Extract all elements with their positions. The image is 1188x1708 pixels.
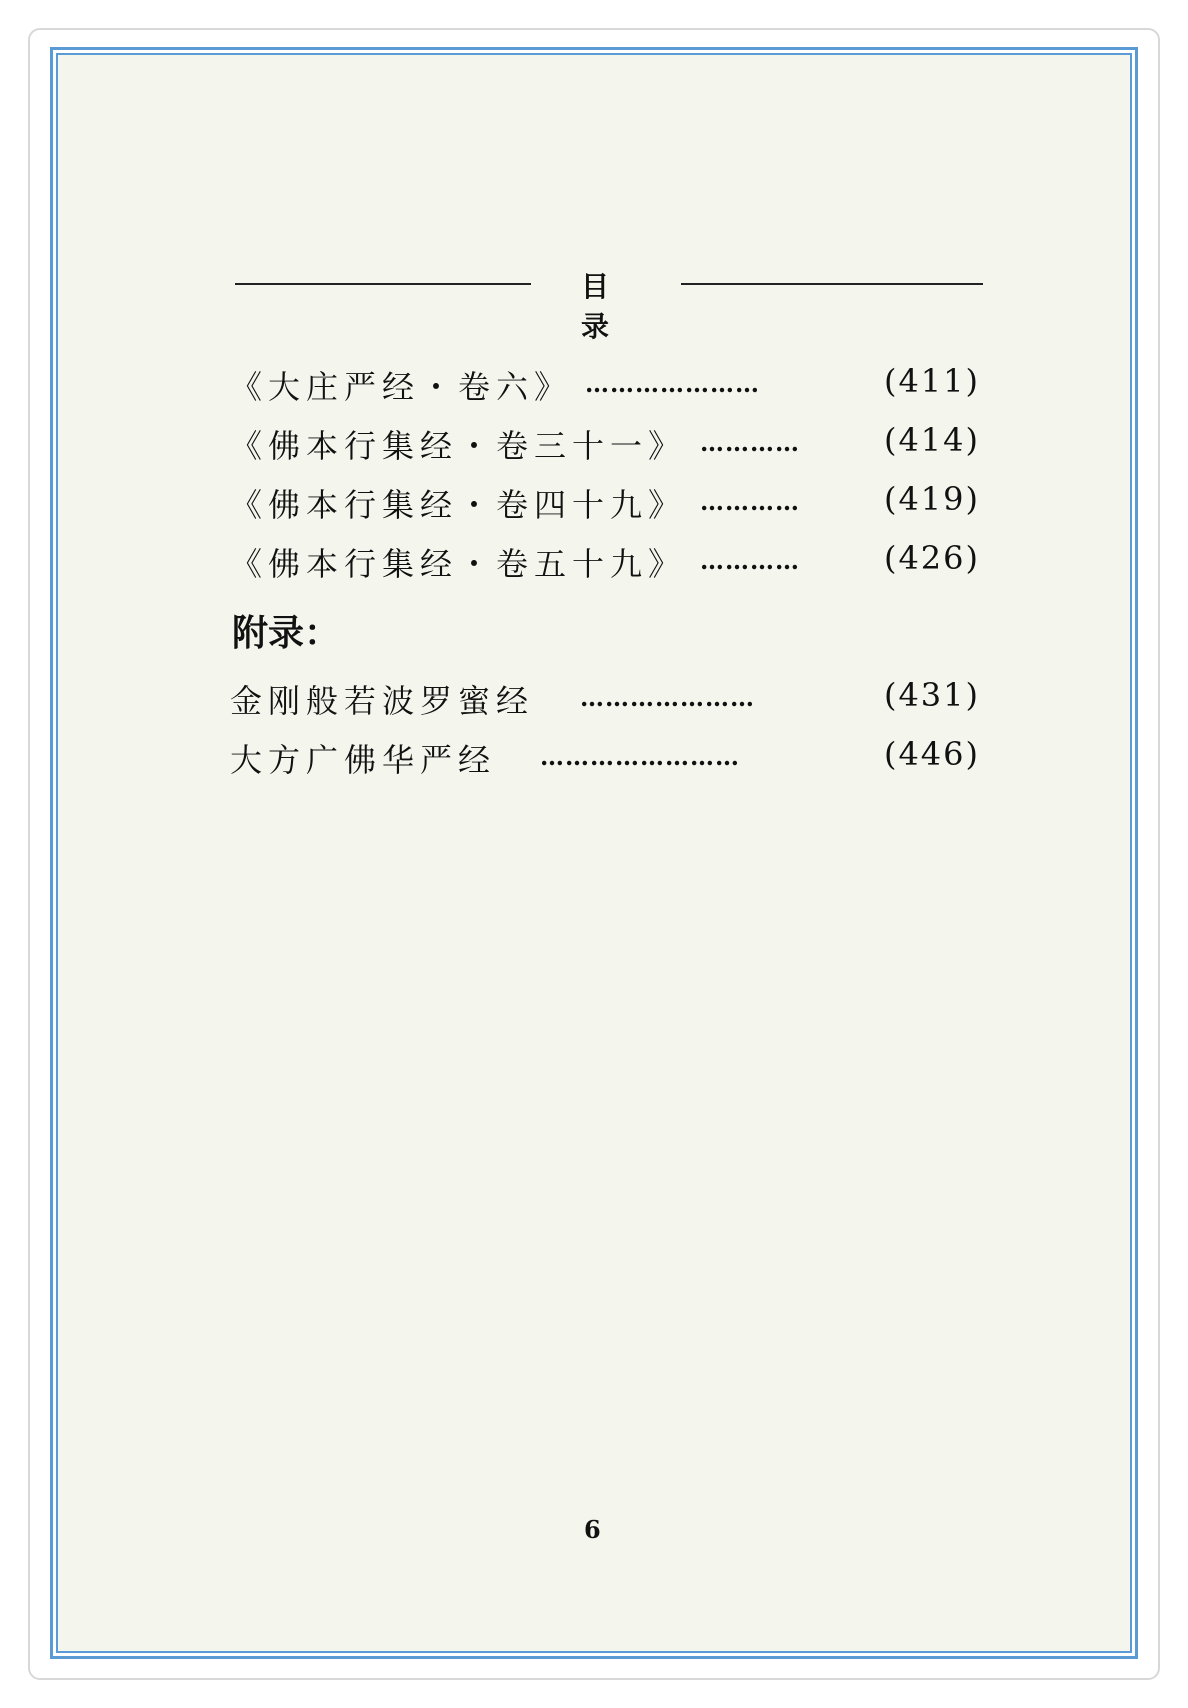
appendix-heading: 附录： bbox=[232, 613, 341, 654]
page-title: 目 录 bbox=[580, 270, 631, 343]
toc-entry-page: (426) bbox=[883, 539, 980, 577]
toc-entry-title: 《佛本行集经・卷四十九》 bbox=[230, 486, 687, 524]
toc-entry-page: (419) bbox=[883, 480, 980, 518]
toc-entry-title: 《佛本行集经・卷五十九》 bbox=[230, 545, 687, 583]
toc-entry bbox=[230, 362, 980, 412]
toc-entry-title: 《佛本行集经・卷三十一》 bbox=[230, 427, 687, 465]
appendix-entry-title: 金刚般若波罗蜜经 bbox=[230, 682, 535, 720]
header-rule-left bbox=[235, 283, 531, 285]
toc-leader-dots: ………… bbox=[700, 487, 800, 516]
toc-entry-page: (414) bbox=[883, 421, 980, 459]
toc-entry bbox=[230, 421, 980, 471]
toc-leader-dots: ………… bbox=[700, 428, 800, 457]
appendix-entry-title: 大方广佛华严经 bbox=[230, 741, 497, 779]
appendix-entry-page: (431) bbox=[883, 676, 980, 714]
appendix-entry bbox=[230, 735, 980, 785]
appendix-entry-page: (446) bbox=[883, 735, 980, 773]
appendix-entry bbox=[230, 676, 980, 726]
toc-entry bbox=[230, 539, 980, 589]
page-number: 6 bbox=[584, 1515, 601, 1544]
toc-leader-dots: …………………… bbox=[540, 742, 740, 771]
toc-entry-title: 《大庄严经・卷六》 bbox=[230, 368, 573, 406]
toc-leader-dots: ………… bbox=[700, 546, 800, 575]
page-header bbox=[235, 265, 983, 343]
toc-entry-page: (411) bbox=[883, 362, 980, 400]
header-rule-right bbox=[681, 283, 983, 285]
toc-entry bbox=[230, 480, 980, 530]
toc-leader-dots: ………………… bbox=[585, 369, 760, 398]
toc-leader-dots: ………………… bbox=[580, 683, 755, 712]
